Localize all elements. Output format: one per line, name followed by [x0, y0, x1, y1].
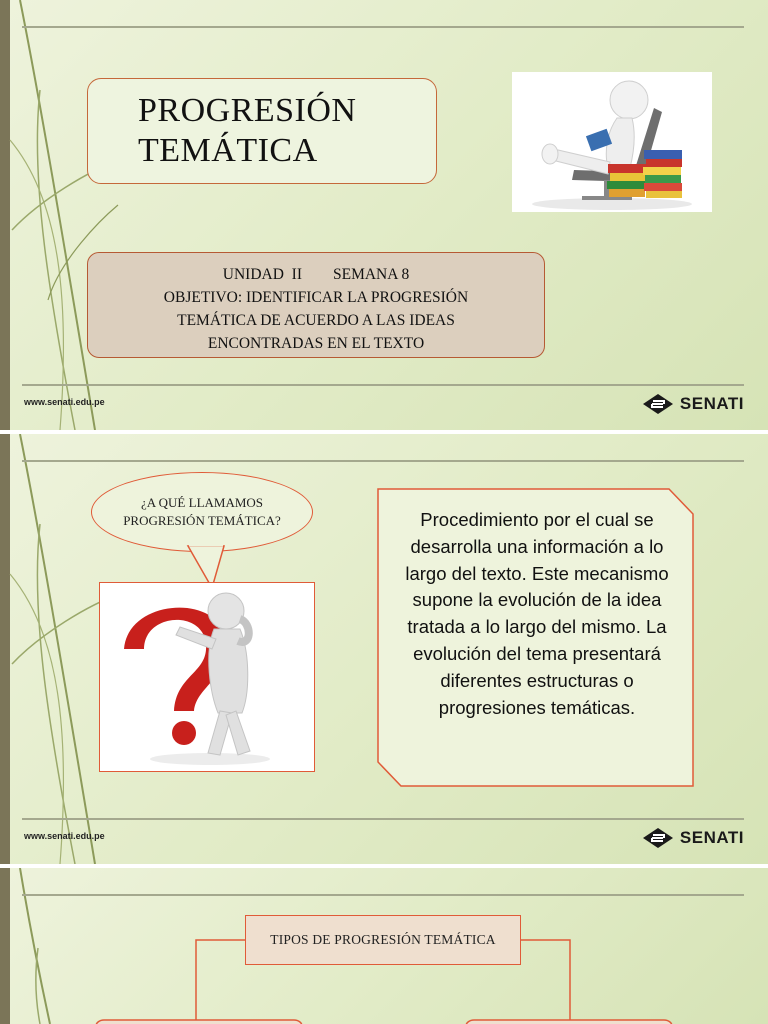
objective-box — [87, 252, 545, 358]
objective-line: OBJETIVO: IDENTIFICAR LA PROGRESIÓN — [163, 289, 469, 306]
senati-logo-icon — [642, 827, 674, 849]
senati-brand-name: SENATI — [679, 828, 744, 847]
slide-1 — [0, 0, 768, 430]
top-rule — [22, 460, 744, 462]
title-box — [87, 78, 437, 184]
question-line: PROGRESIÓN TEMÁTICA? — [123, 513, 281, 528]
page-title: PROGRESIÓN TEMÁTICA — [138, 92, 357, 169]
bottom-rule — [22, 818, 744, 820]
person-question-mark-icon — [99, 582, 315, 772]
leaf-decoration-icon — [0, 0, 130, 430]
footer-url[interactable]: www.senati.edu.pe — [24, 397, 105, 407]
bottom-rule — [22, 384, 744, 386]
senati-logo — [642, 826, 744, 850]
senati-logo-icon — [642, 393, 674, 415]
types-title-box: TIPOS DE PROGRESIÓN TEMÁTICA — [245, 915, 521, 965]
slide-3 — [0, 868, 768, 1024]
question-line: ¿A QUÉ LLAMAMOS — [140, 495, 264, 510]
senati-brand-name: SENATI — [679, 394, 744, 413]
objective-line-unit: UNIDAD II SEMANA 8 — [222, 266, 410, 283]
slide-2 — [0, 434, 768, 864]
question-bubble — [91, 472, 313, 552]
senati-logo — [642, 392, 744, 416]
footer-url[interactable]: www.senati.edu.pe — [24, 831, 105, 841]
objective-line: ENCONTRADAS EN EL TEXTO — [207, 335, 425, 352]
person-reading-books-icon — [512, 72, 712, 212]
definition-text: Procedimiento por el cual se desarrolla una información a lo largo del texto. Este mecanismo supone la evolución de la idea tratada a lo largo del mismo. La evolución del tema presentará diferentes estructuras o progresiones temáticas. — [405, 509, 669, 718]
objective-line: TEMÁTICA DE ACUERDO A LAS IDEAS — [177, 312, 455, 329]
top-rule — [22, 26, 744, 28]
